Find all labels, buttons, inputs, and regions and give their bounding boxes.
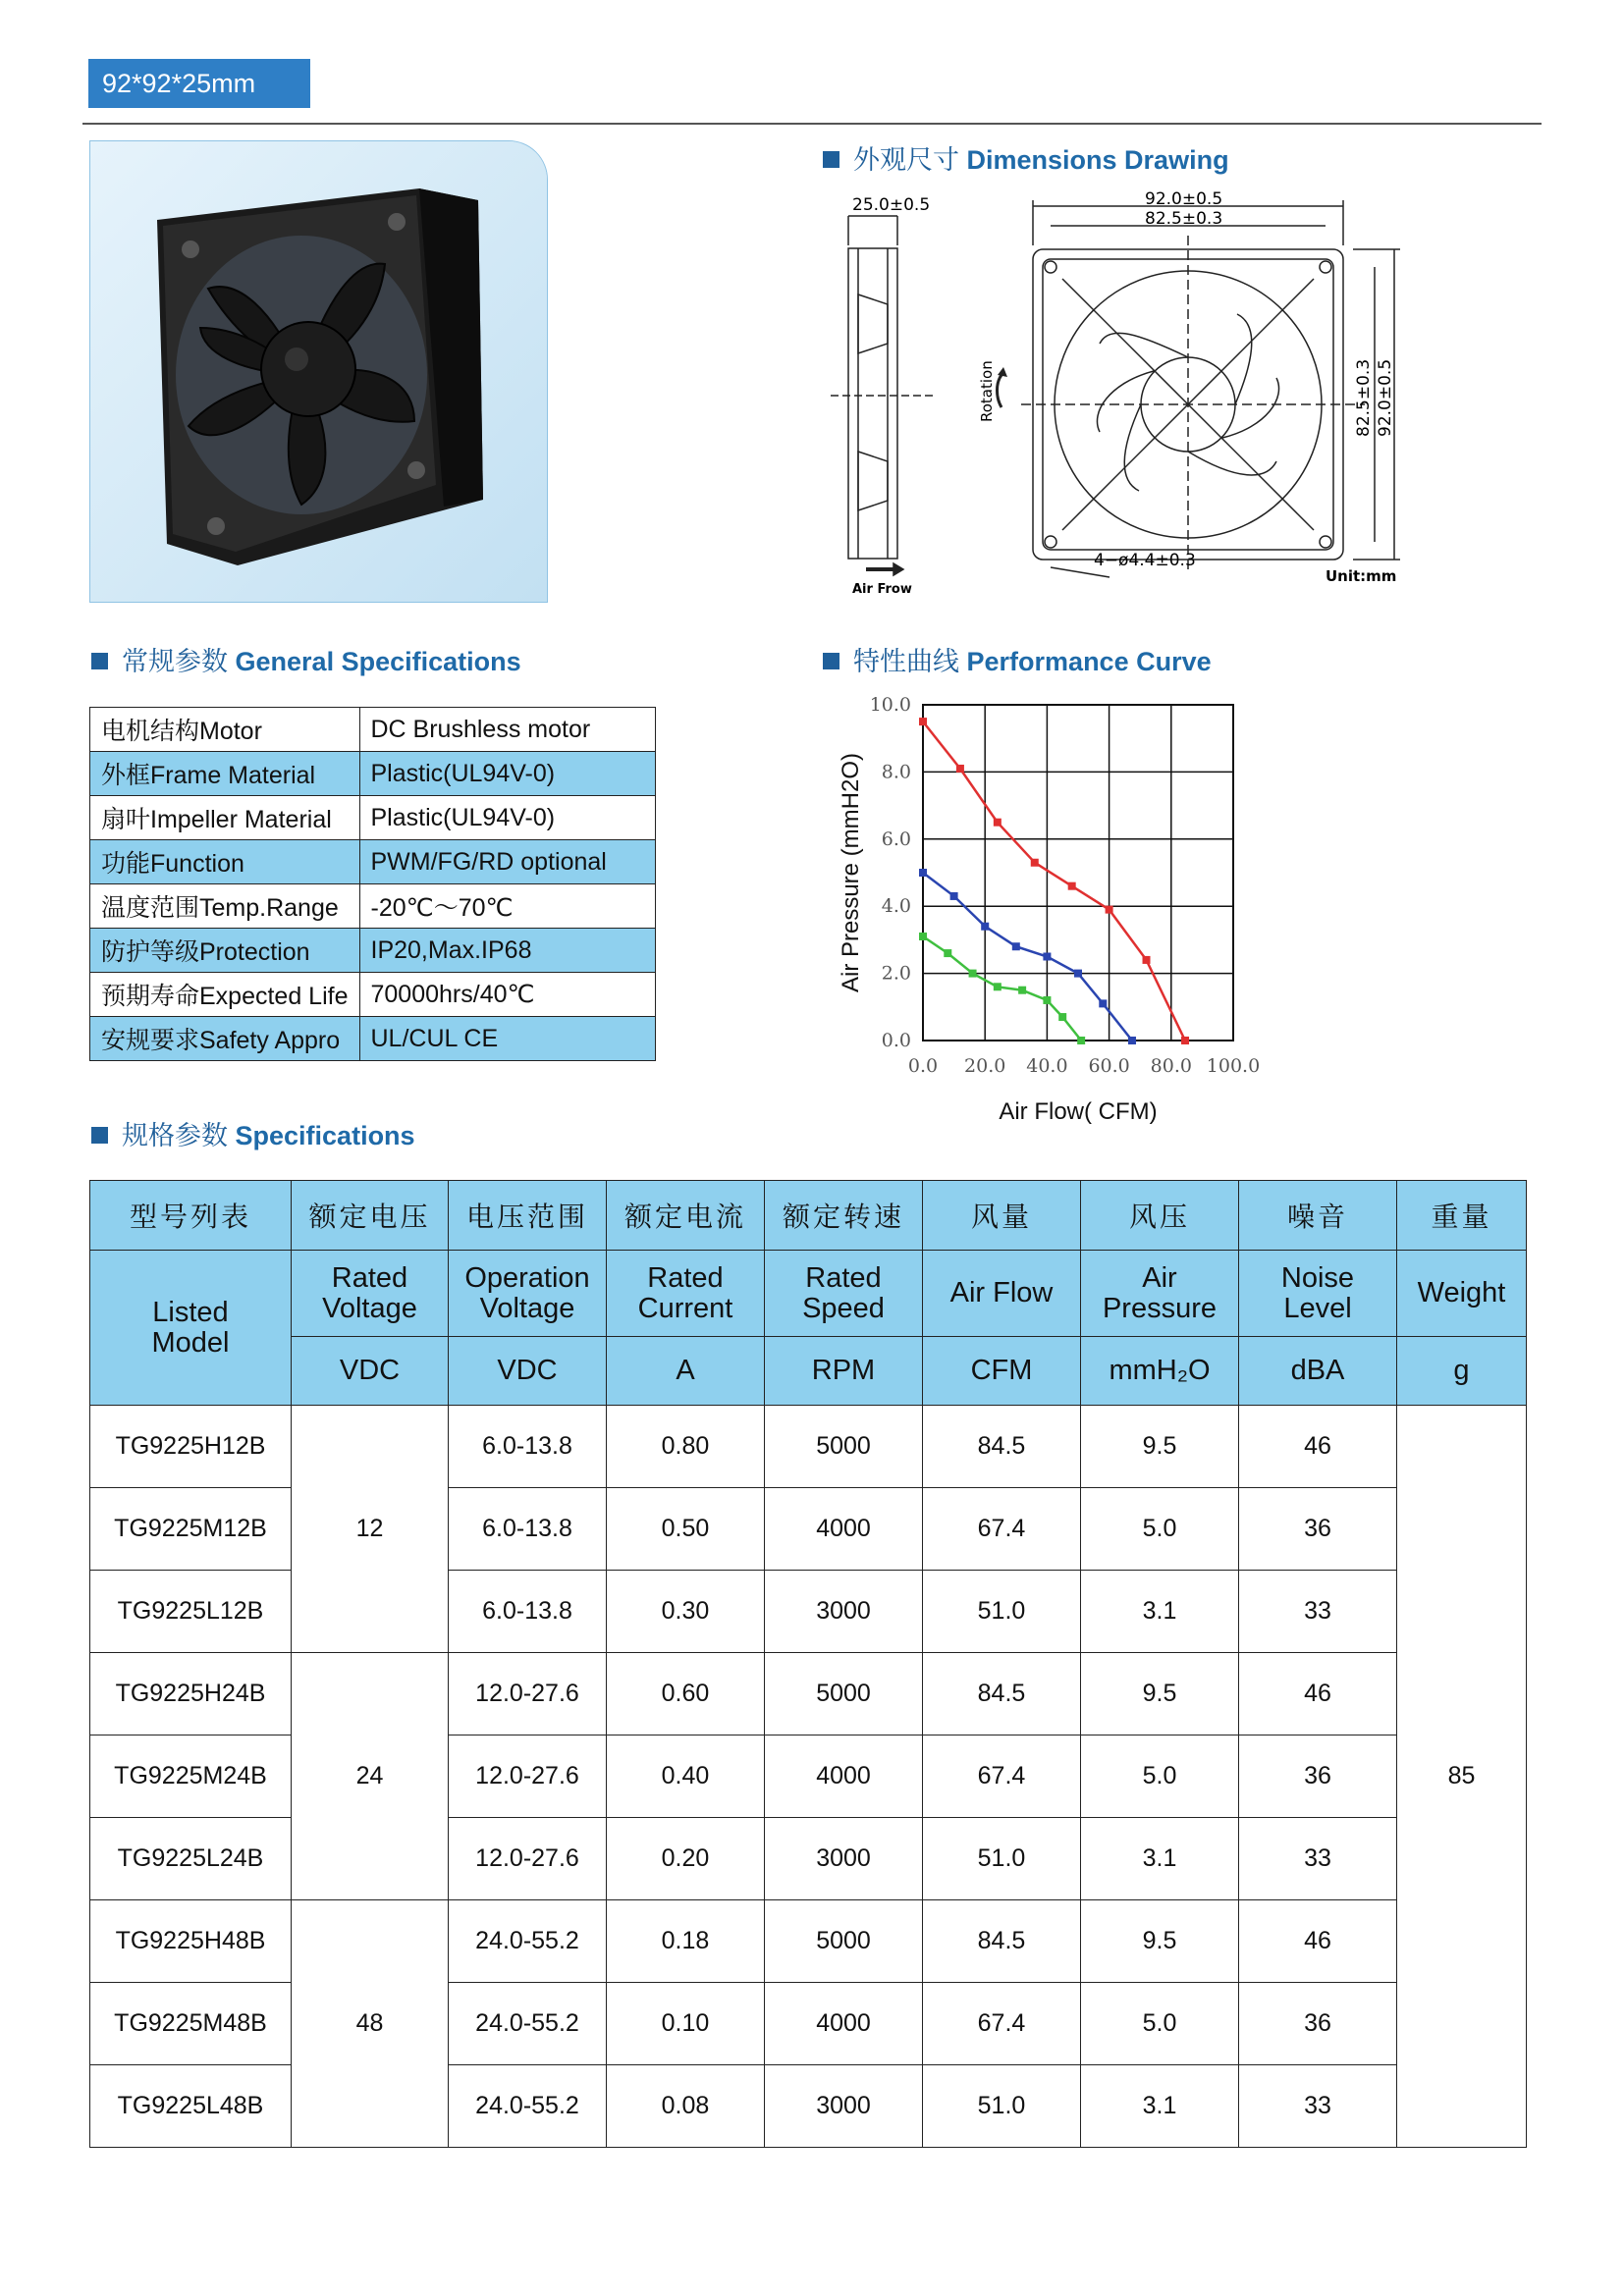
model-cell: TG9225H48B bbox=[90, 1900, 292, 1983]
spec-header-en: Rated Speed bbox=[765, 1251, 923, 1337]
pressure-cell: 5.0 bbox=[1081, 1983, 1239, 2065]
speed-cell: 4000 bbox=[765, 1735, 923, 1818]
series-point-2 bbox=[1012, 942, 1020, 950]
spec-header-unit: mmH₂O bbox=[1081, 1337, 1239, 1406]
spec-header-en: Noise Level bbox=[1239, 1251, 1397, 1337]
dim-height-label: 92.0±0.5 bbox=[1376, 358, 1395, 437]
flow-cell: 67.4 bbox=[923, 1735, 1081, 1818]
current-cell: 0.08 bbox=[607, 2065, 765, 2148]
spec-header-unit: g bbox=[1397, 1337, 1527, 1406]
series-point-3 bbox=[1043, 996, 1051, 1004]
dimensions-title: 外观尺寸 Dimensions Drawing bbox=[823, 138, 1229, 177]
noise-cell: 33 bbox=[1239, 1818, 1397, 1900]
general-spec-value: 70000hrs/40℃ bbox=[359, 973, 655, 1017]
dim-holes-label: 4−ø4.4±0.3 bbox=[1094, 551, 1196, 570]
y-tick-label: 6.0 bbox=[881, 828, 911, 850]
flow-cell: 51.0 bbox=[923, 2065, 1081, 2148]
series-point-1 bbox=[1031, 859, 1039, 867]
series-point-1 bbox=[1143, 956, 1151, 964]
spec-header-unit-row bbox=[90, 1337, 1527, 1406]
spec-header-model: Listed Model bbox=[90, 1251, 292, 1406]
spec-header-en: Rated Voltage bbox=[292, 1251, 449, 1337]
general-spec-label: 扇叶Impeller Material bbox=[90, 796, 360, 840]
x-tick-label: 20.0 bbox=[964, 1055, 1006, 1077]
general-title: 常规参数 General Specifications bbox=[91, 640, 521, 678]
model-cell: TG9225H12B bbox=[90, 1406, 292, 1488]
current-cell: 0.10 bbox=[607, 1983, 765, 2065]
general-spec-table bbox=[89, 707, 656, 1061]
x-tick-label: 40.0 bbox=[1026, 1055, 1068, 1077]
general-spec-label: 预期寿命Expected Life bbox=[90, 973, 360, 1017]
spec-header-en: Operation Voltage bbox=[449, 1251, 607, 1337]
spec-header-cn: 额定转速 bbox=[765, 1181, 923, 1251]
general-spec-value: DC Brushless motor bbox=[359, 708, 655, 752]
y-tick-label: 2.0 bbox=[881, 962, 911, 985]
speed-cell: 4000 bbox=[765, 1983, 923, 2065]
pressure-cell: 9.5 bbox=[1081, 1653, 1239, 1735]
spec-header-cn: 电压范围 bbox=[449, 1181, 607, 1251]
product-photo bbox=[89, 140, 548, 603]
range-cell: 12.0-27.6 bbox=[449, 1735, 607, 1818]
model-cell: TG9225M12B bbox=[90, 1488, 292, 1571]
pressure-cell: 3.1 bbox=[1081, 2065, 1239, 2148]
x-tick-label: 0.0 bbox=[907, 1055, 939, 1077]
series-point-3 bbox=[1018, 987, 1026, 994]
spec-header-cn: 噪音 bbox=[1239, 1181, 1397, 1251]
y-tick-label: 4.0 bbox=[881, 895, 911, 918]
specs-title: 规格参数 Specifications bbox=[91, 1114, 415, 1152]
pressure-cell: 9.5 bbox=[1081, 1406, 1239, 1488]
airflow-label: Air Frow bbox=[852, 582, 912, 597]
general-spec-row bbox=[90, 752, 656, 796]
flow-cell: 67.4 bbox=[923, 1488, 1081, 1571]
current-cell: 0.20 bbox=[607, 1818, 765, 1900]
series-point-3 bbox=[944, 949, 951, 957]
series-point-3 bbox=[1077, 1037, 1085, 1044]
speed-cell: 5000 bbox=[765, 1900, 923, 1983]
general-spec-value: Plastic(UL94V-0) bbox=[359, 752, 655, 796]
current-cell: 0.30 bbox=[607, 1571, 765, 1653]
x-tick-label: 80.0 bbox=[1150, 1055, 1192, 1077]
general-spec-row bbox=[90, 973, 656, 1017]
series-point-2 bbox=[1043, 953, 1051, 961]
pressure-cell: 9.5 bbox=[1081, 1900, 1239, 1983]
series-point-1 bbox=[956, 765, 964, 773]
pressure-cell: 5.0 bbox=[1081, 1735, 1239, 1818]
general-spec-label: 防护等级Protection bbox=[90, 929, 360, 973]
current-cell: 0.40 bbox=[607, 1735, 765, 1818]
speed-cell: 3000 bbox=[765, 2065, 923, 2148]
current-cell: 0.18 bbox=[607, 1900, 765, 1983]
unit-label: Unit:mm bbox=[1326, 567, 1397, 585]
noise-cell: 36 bbox=[1239, 1735, 1397, 1818]
dim-depth-label: 25.0±0.5 bbox=[852, 195, 931, 215]
noise-cell: 46 bbox=[1239, 1653, 1397, 1735]
series-point-3 bbox=[969, 970, 977, 978]
series-point-1 bbox=[1106, 906, 1113, 914]
spec-header-unit: A bbox=[607, 1337, 765, 1406]
general-spec-row bbox=[90, 884, 656, 929]
range-cell: 12.0-27.6 bbox=[449, 1818, 607, 1900]
general-spec-row bbox=[90, 708, 656, 752]
flow-cell: 84.5 bbox=[923, 1406, 1081, 1488]
rotation-label: Rotation bbox=[978, 360, 996, 422]
spec-header-en: Weight bbox=[1397, 1251, 1527, 1337]
speed-cell: 3000 bbox=[765, 1818, 923, 1900]
spec-header-cn: 风压 bbox=[1081, 1181, 1239, 1251]
series-point-2 bbox=[919, 869, 927, 877]
general-spec-label: 功能Function bbox=[90, 840, 360, 884]
flow-cell: 84.5 bbox=[923, 1900, 1081, 1983]
series-point-2 bbox=[1099, 999, 1107, 1007]
spec-header-en: Air Pressure bbox=[1081, 1251, 1239, 1337]
series-point-1 bbox=[1068, 882, 1076, 890]
model-cell: TG9225H24B bbox=[90, 1653, 292, 1735]
spec-header-en: Air Flow bbox=[923, 1251, 1081, 1337]
table-row bbox=[90, 1900, 1527, 1983]
spec-header-cn-row bbox=[90, 1181, 1527, 1251]
spec-header-unit: VDC bbox=[449, 1337, 607, 1406]
series-point-3 bbox=[994, 983, 1001, 990]
fan-illustration bbox=[90, 141, 548, 603]
speed-cell: 4000 bbox=[765, 1488, 923, 1571]
weight-cell: 85 bbox=[1397, 1406, 1527, 2148]
spec-header-cn: 型号列表 bbox=[90, 1181, 292, 1251]
rated-voltage-cell: 24 bbox=[292, 1653, 449, 1900]
noise-cell: 33 bbox=[1239, 1571, 1397, 1653]
noise-cell: 36 bbox=[1239, 1488, 1397, 1571]
speed-cell: 5000 bbox=[765, 1653, 923, 1735]
spec-header-unit: VDC bbox=[292, 1337, 449, 1406]
bullet-square-icon bbox=[91, 1127, 108, 1144]
model-cell: TG9225L24B bbox=[90, 1818, 292, 1900]
model-cell: TG9225M24B bbox=[90, 1735, 292, 1818]
general-spec-row bbox=[90, 840, 656, 884]
range-cell: 6.0-13.8 bbox=[449, 1488, 607, 1571]
table-row bbox=[90, 1406, 1527, 1488]
current-cell: 0.50 bbox=[607, 1488, 765, 1571]
range-cell: 6.0-13.8 bbox=[449, 1571, 607, 1653]
bullet-square-icon bbox=[823, 151, 839, 168]
spec-header-unit: dBA bbox=[1239, 1337, 1397, 1406]
spec-table bbox=[89, 1180, 1527, 2148]
x-tick-label: 100.0 bbox=[1206, 1055, 1261, 1077]
current-cell: 0.60 bbox=[607, 1653, 765, 1735]
general-spec-label: 电机结构Motor bbox=[90, 708, 360, 752]
x-tick-label: 60.0 bbox=[1088, 1055, 1130, 1077]
noise-cell: 33 bbox=[1239, 2065, 1397, 2148]
range-cell: 6.0-13.8 bbox=[449, 1406, 607, 1488]
spec-header-cn: 重量 bbox=[1397, 1181, 1527, 1251]
model-cell: TG9225L48B bbox=[90, 2065, 292, 2148]
spec-header-cn: 风量 bbox=[923, 1181, 1081, 1251]
y-tick-label: 0.0 bbox=[881, 1030, 911, 1051]
flow-cell: 67.4 bbox=[923, 1983, 1081, 2065]
y-tick-label: 8.0 bbox=[881, 761, 911, 783]
noise-cell: 46 bbox=[1239, 1406, 1397, 1488]
bullet-square-icon bbox=[823, 653, 839, 669]
noise-cell: 36 bbox=[1239, 1983, 1397, 2065]
series-point-1 bbox=[994, 819, 1001, 827]
general-spec-value: -20℃～70℃ bbox=[359, 884, 655, 929]
bullet-square-icon bbox=[91, 653, 108, 669]
dimensions-drawing bbox=[815, 187, 1414, 609]
range-cell: 24.0-55.2 bbox=[449, 2065, 607, 2148]
rated-voltage-cell: 12 bbox=[292, 1406, 449, 1653]
rated-voltage-cell: 48 bbox=[292, 1900, 449, 2148]
general-spec-label: 温度范围Temp.Range bbox=[90, 884, 360, 929]
series-point-1 bbox=[919, 718, 927, 725]
header-divider bbox=[82, 123, 1542, 125]
spec-header-en-row bbox=[90, 1251, 1527, 1337]
dim-hole-span-v-label: 82.5±0.3 bbox=[1354, 358, 1374, 437]
general-spec-row bbox=[90, 1017, 656, 1061]
x-axis-label: Air Flow( CFM) bbox=[999, 1098, 1158, 1125]
flow-cell: 84.5 bbox=[923, 1653, 1081, 1735]
general-spec-label: 外框Frame Material bbox=[90, 752, 360, 796]
general-spec-row bbox=[90, 796, 656, 840]
range-cell: 12.0-27.6 bbox=[449, 1653, 607, 1735]
series-point-2 bbox=[1128, 1037, 1136, 1044]
size-tag: 92*92*25mm bbox=[88, 59, 310, 108]
series-point-3 bbox=[1058, 1013, 1066, 1021]
y-tick-label: 10.0 bbox=[869, 694, 911, 716]
pressure-cell: 3.1 bbox=[1081, 1571, 1239, 1653]
y-axis-label: Air Pressure (mmH2O) bbox=[838, 752, 864, 993]
series-point-1 bbox=[1181, 1037, 1189, 1044]
performance-chart bbox=[815, 687, 1443, 1129]
model-cell: TG9225M48B bbox=[90, 1983, 292, 2065]
general-spec-value: Plastic(UL94V-0) bbox=[359, 796, 655, 840]
dim-width-label: 92.0±0.5 bbox=[1145, 189, 1223, 209]
spec-header-unit: CFM bbox=[923, 1337, 1081, 1406]
general-spec-value: PWM/FG/RD optional bbox=[359, 840, 655, 884]
speed-cell: 5000 bbox=[765, 1406, 923, 1488]
spec-header-cn: 额定电压 bbox=[292, 1181, 449, 1251]
spec-header-unit: RPM bbox=[765, 1337, 923, 1406]
model-cell: TG9225L12B bbox=[90, 1571, 292, 1653]
speed-cell: 3000 bbox=[765, 1571, 923, 1653]
flow-cell: 51.0 bbox=[923, 1818, 1081, 1900]
plot-area bbox=[923, 705, 1233, 1041]
general-spec-label: 安规要求Safety Appro bbox=[90, 1017, 360, 1061]
table-row bbox=[90, 1653, 1527, 1735]
series-point-3 bbox=[919, 933, 927, 940]
dim-hole-span-label: 82.5±0.3 bbox=[1145, 209, 1223, 229]
current-cell: 0.80 bbox=[607, 1406, 765, 1488]
performance-title: 特性曲线 Performance Curve bbox=[823, 640, 1212, 678]
pressure-cell: 3.1 bbox=[1081, 1818, 1239, 1900]
general-spec-row bbox=[90, 929, 656, 973]
spec-header-en: Rated Current bbox=[607, 1251, 765, 1337]
series-point-2 bbox=[981, 923, 989, 931]
range-cell: 24.0-55.2 bbox=[449, 1983, 607, 2065]
noise-cell: 46 bbox=[1239, 1900, 1397, 1983]
general-spec-value: IP20,Max.IP68 bbox=[359, 929, 655, 973]
range-cell: 24.0-55.2 bbox=[449, 1900, 607, 1983]
series-point-2 bbox=[1074, 970, 1082, 978]
flow-cell: 51.0 bbox=[923, 1571, 1081, 1653]
pressure-cell: 5.0 bbox=[1081, 1488, 1239, 1571]
general-spec-value: UL/CUL CE bbox=[359, 1017, 655, 1061]
spec-header-cn: 额定电流 bbox=[607, 1181, 765, 1251]
series-point-2 bbox=[950, 892, 958, 900]
